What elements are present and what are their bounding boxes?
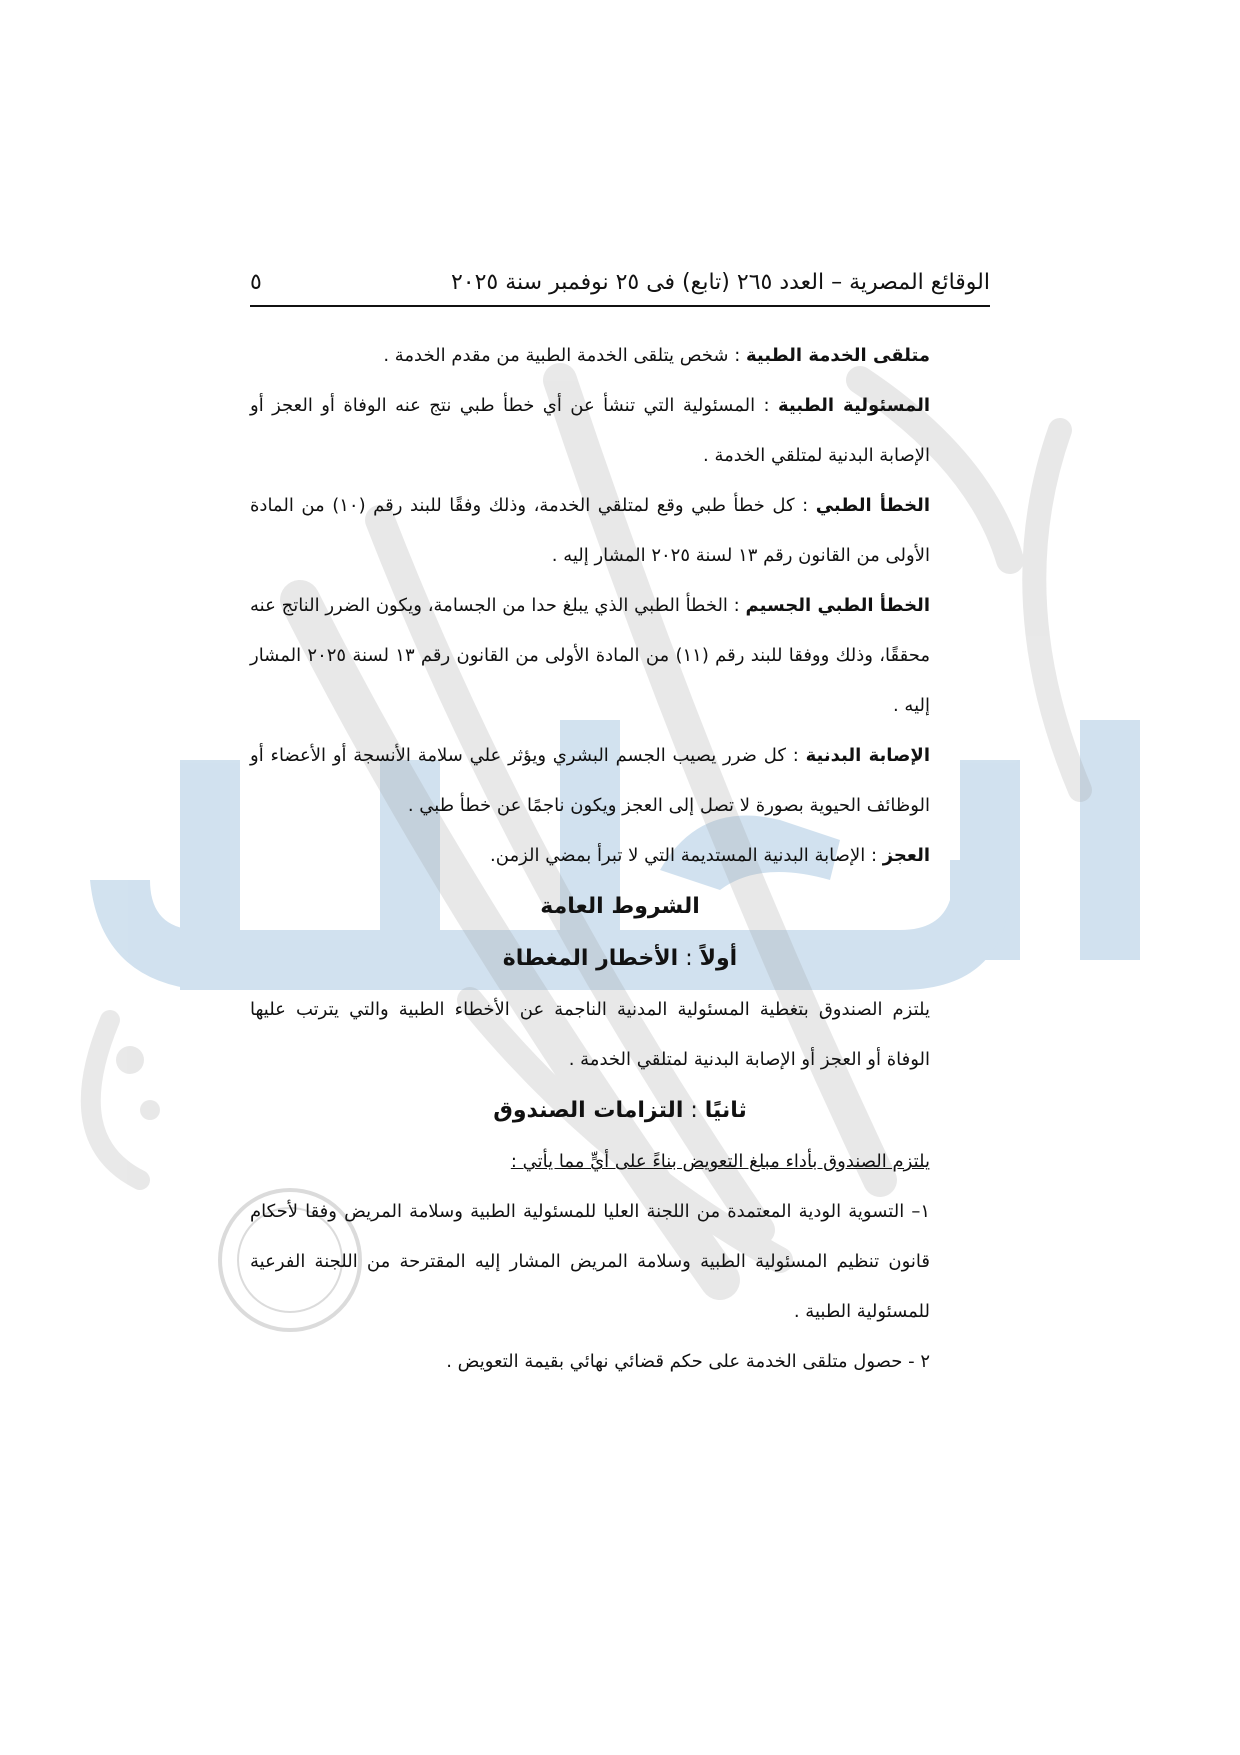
section-separator: :: [683, 1098, 705, 1123]
definition-term: الإصابة البدنية: [805, 745, 930, 766]
definition-separator: :: [794, 495, 816, 516]
definition-term: الخطأ الطبي الجسيم: [745, 595, 930, 616]
definition-term: العجز: [882, 845, 930, 866]
list-item: ٢ - حصول متلقى الخدمة على حكم قضائي نهائي بقيمة التعويض .: [446, 1351, 930, 1372]
section-heading: [250, 933, 990, 985]
section-intro-text: يلتزم الصندوق بأداء مبلغ التعويض بناءً على أيٍّ مما يأتي :: [510, 1151, 930, 1172]
section-heading: [250, 1085, 990, 1137]
document-page: [250, 270, 990, 1387]
list-item: ١– التسوية الودية المعتمدة من اللجنة العليا للمسئولية الطبية وسلامة المريض وفقا لأحكام قانون تنظيم المسئولية الطبية وسلامة المريض المشار إليه المقترحة من اللجنة الفرعية للمسئولية الطبية .: [250, 1201, 930, 1322]
definition-text: شخص يتلقى الخدمة الطبية من مقدم الخدمة .: [383, 345, 729, 366]
definition-separator: :: [865, 845, 883, 866]
definition-term: متلقى الخدمة الطبية: [746, 345, 930, 366]
definition-separator: :: [728, 345, 747, 366]
definition-text: كل خطأ طبي وقع لمتلقي الخدمة، وذلك وفقًا للبند رقم (١٠) من المادة الأولى من القانون رقم ١٣ لسنة ٢٠٢٥ المشار إليه .: [250, 495, 930, 566]
definition-term: المسئولية الطبية: [778, 395, 931, 416]
definition-paragraph: [250, 481, 990, 581]
section-label: ثانيًا: [704, 1098, 747, 1123]
section-title: التزامات الصندوق: [493, 1098, 684, 1123]
header-title: الوقائع المصرية – العدد ٢٦٥ (تابع) فى ٢٥ نوفمبر سنة ٢٠٢٥: [450, 270, 990, 295]
section-paragraph: يلتزم الصندوق بتغطية المسئولية المدنية الناجمة عن الأخطاء الطبية والتي يترتب عليها الوفاة أو العجز أو الإصابة البدنية لمتلقي الخدمة .: [250, 999, 930, 1070]
section-title: الأخطار المغطاة: [502, 946, 679, 971]
definition-paragraph: [250, 381, 990, 481]
definition-paragraph: [250, 581, 990, 731]
definition-text: كل ضرر يصيب الجسم البشري ويؤثر علي سلامة الأنسجة أو الأعضاء أو الوظائف الحيوية بصورة لا تصل إلى العجز ويكون ناجمًا عن خطأ طبي .: [250, 745, 930, 816]
definition-paragraph: [250, 331, 990, 381]
definition-paragraph: [250, 831, 990, 881]
page-header: [250, 270, 990, 307]
definition-paragraph: [250, 731, 990, 831]
definition-separator: :: [727, 595, 746, 616]
page-number: ٥: [250, 270, 262, 295]
definition-text: المسئولية التي تنشأ عن أي خطأ طبي نتج عنه الوفاة أو العجز أو الإصابة البدنية لمتلقي الخدمة .: [250, 395, 930, 466]
definition-text: الخطأ الطبي الذي يبلغ حدا من الجسامة، ويكون الضرر الناتج عنه محققًا، وذلك ووفقا للبند رقم (١١) من المادة الأولى من القانون رقم ١٣ لسنة ٢٠٢٥ المشار إليه .: [250, 595, 930, 716]
definition-separator: :: [785, 745, 806, 766]
definition-text: الإصابة البدنية المستديمة التي لا تبرأ بمضي الزمن.: [490, 845, 866, 866]
section-label: أولاً: [699, 946, 738, 971]
section-intro: [250, 1137, 990, 1187]
definition-separator: :: [755, 395, 778, 416]
definition-term: الخطأ الطبي: [815, 495, 930, 516]
section-separator: :: [678, 946, 700, 971]
general-conditions-heading: الشروط العامة: [540, 894, 700, 919]
